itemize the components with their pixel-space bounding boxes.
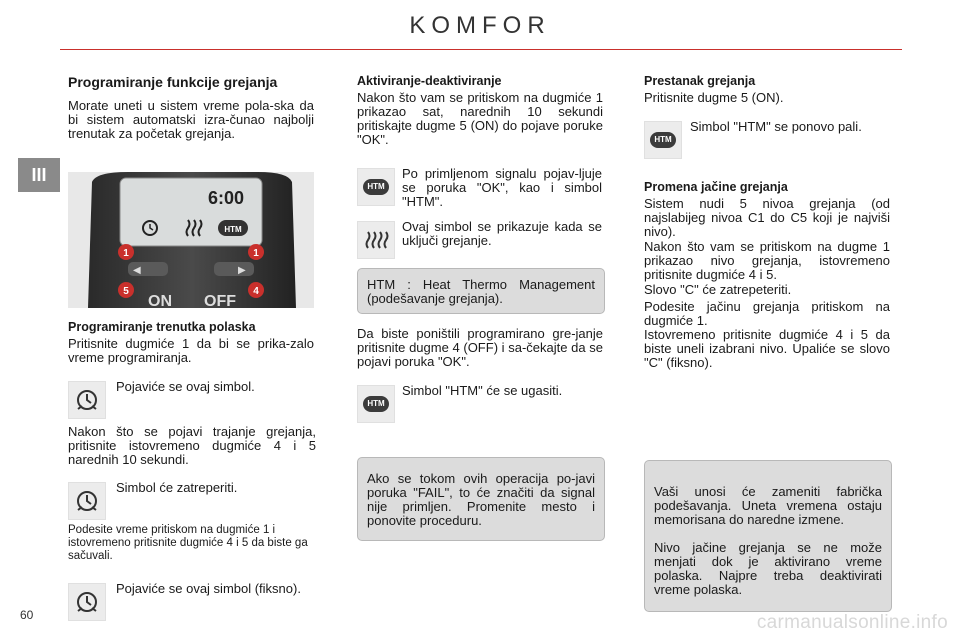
intensity-heading: Promena jačine grejanja (644, 180, 788, 194)
htm-on-icon: HTM (644, 121, 682, 159)
clock-fixed-icon (68, 583, 106, 621)
stop-paragraph: Pritisnite dugme 5 (ON). (644, 90, 784, 105)
arrow-left-icon: ◀ (133, 265, 141, 276)
icon-3-text: Pojaviće se ovaj simbol (fiksno). (116, 581, 301, 596)
section-heading: Programiranje funkcije grejanja (68, 74, 278, 90)
page-header (0, 0, 960, 52)
icon-off-text: Simbol "HTM" će se ugasiti. (402, 383, 563, 398)
svg-text:5: 5 (123, 286, 129, 297)
paragraph-2: Nakon što se pojavi trajanje grejanja, pritisnite istovremeno dugmiće 4 i 5 narednih 10 sekundi. (68, 424, 316, 467)
page-number: 60 (20, 608, 34, 622)
intensity-paragraph-5: Istovremeno pritisnite dugmiće 4 i 5 da biste uneli izabrani nivo. Upaliće se slovo "C" (fiksno). (644, 327, 890, 370)
chapter-tab: III (18, 158, 60, 192)
icon-1-text: Pojaviće se ovaj simbol. (116, 379, 255, 394)
fail-note-text: Ako se tokom ovih operacija po-javi poruka "FAIL", to će značiti da signal nije primljen. Promenite mesto i ponovite proceduru. (367, 471, 595, 528)
htm-label: HTM (224, 225, 242, 234)
page-title: KOMFOR (409, 12, 551, 39)
svg-text:4: 4 (253, 286, 259, 297)
clock-symbol-icon (68, 381, 106, 419)
clock-readout: 6:00 (208, 188, 245, 208)
intensity-paragraph-2: Nakon što vam se pritiskom na dugme 1 prikazao nivo grejanja, istovremeno pritisnite dugmiće 4 i 5. (644, 239, 890, 282)
heat-symbol-icon (357, 221, 395, 259)
cancel-paragraph: Da biste poništili programirano gre-janje pritisnite dugme 4 (OFF) i sa-čekajte da se pojavi poruka "OK". (357, 326, 603, 369)
settings-note-box (644, 460, 892, 612)
intensity-paragraph-1: Sistem nudi 5 nivoa grejanja (od najslabijeg nivoa C1 do C5 koji je najviši nivo). (644, 196, 890, 239)
fail-note-box (357, 457, 605, 541)
off-button-label: OFF (204, 293, 236, 308)
htm-note-box (357, 268, 605, 314)
settings-note-1: Vaši unosi će zameniti fabrička podešavanja. Uneta vremena ostaju memorisana do naredne izmene. (654, 484, 882, 527)
right-button (214, 262, 254, 276)
paragraph-1: Pritisnite dugmiće 1 da bi se prika-zalo vreme programiranja. (68, 336, 314, 365)
svg-text:1: 1 (253, 248, 259, 259)
icon-heat-text: Ovaj simbol se prikazuje kada se uključi grejanje. (402, 219, 602, 248)
remote-illustration (68, 172, 314, 308)
watermark: carmanualsonline.info (756, 612, 948, 633)
activation-heading: Aktiviranje-deaktiviranje (357, 74, 502, 88)
activation-paragraph: Nakon što vam se pritiskom na dugmiće 1 prikazao sat, narednih 10 sekundi pritiskajte dugme 5 (ON) do pojave poruke "OK". (357, 90, 603, 147)
subheading-departure: Programiranje trenutka polaska (68, 320, 256, 334)
intensity-paragraph-3: Slovo "C" će zatrepeteriti. (644, 282, 792, 297)
htm-symbol-icon: HTM (357, 168, 395, 206)
intro-text: Morate uneti u sistem vreme pola-ska da bi sistem automatski izra-čunao najbolji trenutak za početak grejanja. (68, 98, 314, 141)
on-button-label: ON (148, 293, 172, 308)
arrow-right-icon: ▶ (238, 265, 246, 276)
icon-2-text: Simbol će zatreperiti. (116, 480, 238, 495)
htm-note-text: HTM : Heat Thermo Management (podešavanje grejanja). (367, 277, 595, 306)
stop-heading: Prestanak grejanja (644, 74, 756, 88)
htm-off-icon: HTM (357, 385, 395, 423)
paragraph-3: Podesite vreme pritiskom na dugmiće 1 i istovremeno pritisnite dugmiće 4 i 5 da biste ga sačuvali. (68, 524, 308, 562)
header-rule (60, 49, 902, 50)
clock-blink-icon (68, 482, 106, 520)
remote-control-photo (68, 172, 314, 308)
intensity-paragraph-4: Podesite jačinu grejanja pritiskom na dugmiće 1. (644, 299, 890, 328)
svg-text:1: 1 (123, 248, 129, 259)
icon-on-text: Simbol "HTM" se ponovo pali. (690, 119, 862, 134)
settings-note-2: Nivo jačine grejanja se ne može menjati dok je aktivirano vreme polaska. Najpre treba deaktivirati vreme polaska. (654, 540, 882, 597)
icon-ok-text: Po primljenom signalu pojav-ljuje se poruka "OK", kao i simbol "HTM". (402, 166, 602, 209)
